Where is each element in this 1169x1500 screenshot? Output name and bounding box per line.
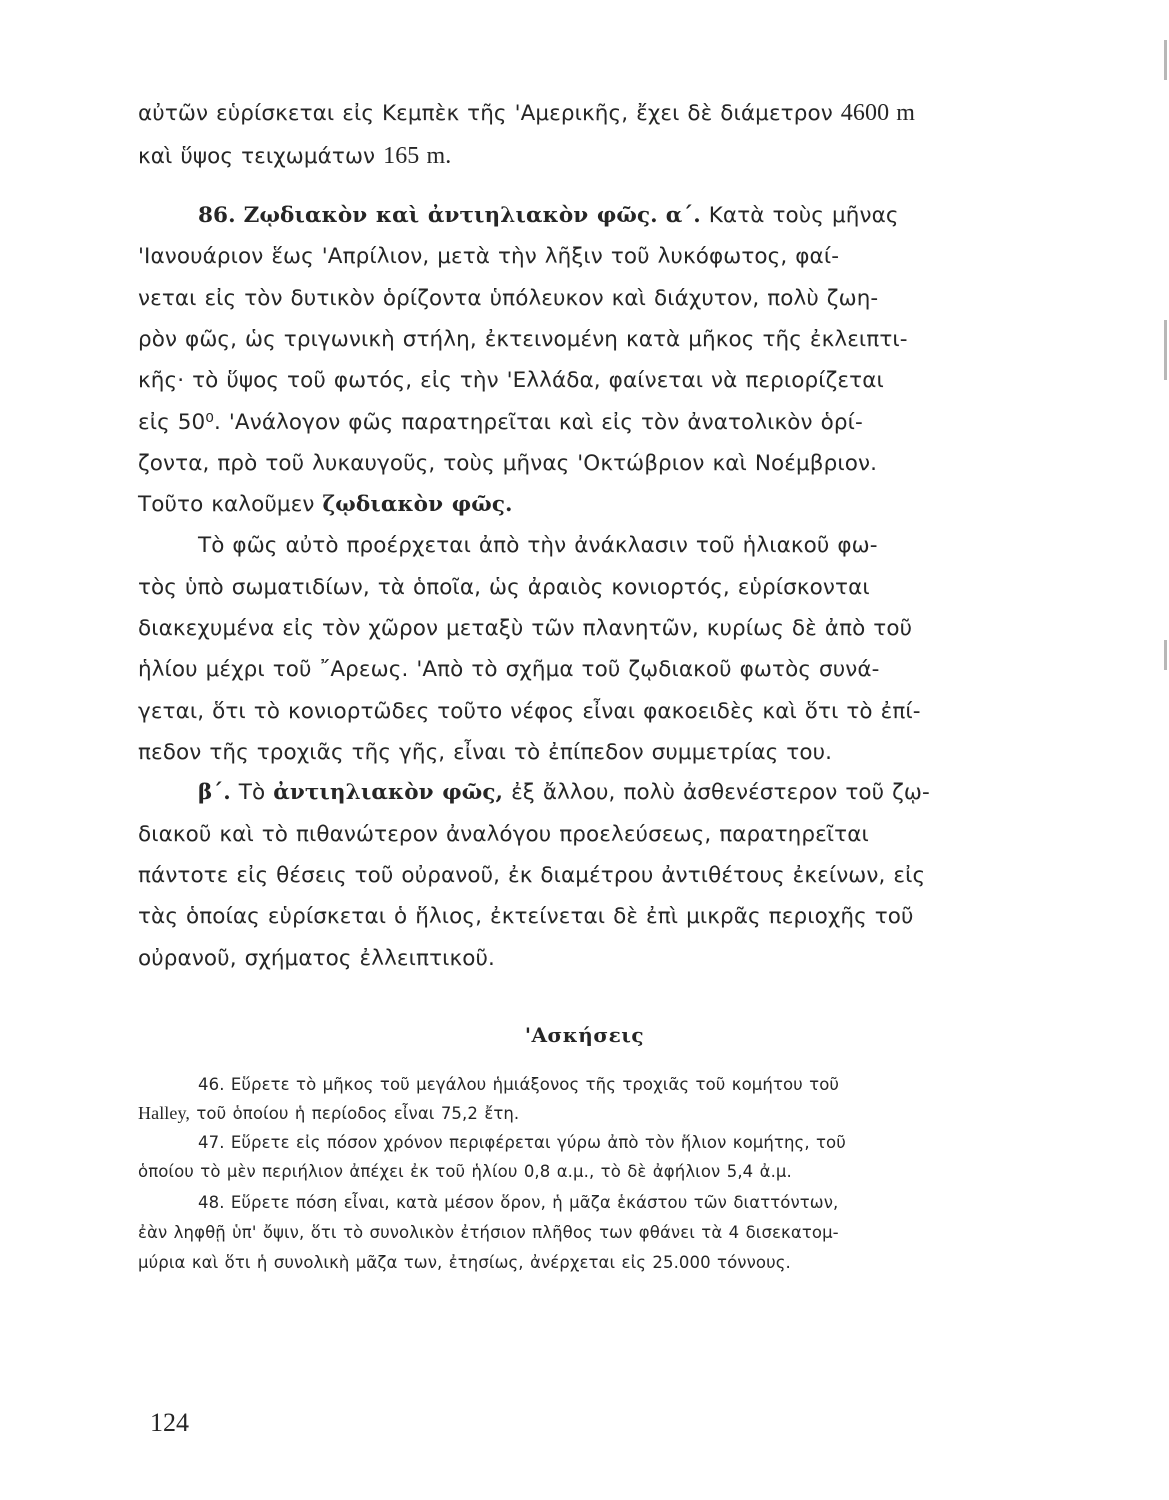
p3-line: διακοῦ καὶ τὸ πιθανώτερον ἀναλόγου προελεύσεως, παρατηρεῖται bbox=[138, 822, 869, 847]
p3-line: οὐρανοῦ, σχήματος ἐλλειπτικοῦ. bbox=[138, 946, 495, 971]
exercise-48-line-1: 48. Εὕρετε πόση εἶναι, κατὰ μέσον ὅρον, ἡ μᾶζα ἑκάστου τῶν διαττόντων, bbox=[198, 1193, 839, 1212]
section-86-first-line bbox=[198, 203, 899, 228]
exercise-47-line-2: ὁποίου τὸ μὲν περιήλιον ἀπέχει ἐκ τοῦ ἡλίου 0,8 α.μ., τὸ δὲ ἀφήλιον 5,4 ἀ.μ. bbox=[138, 1162, 792, 1181]
scan-edge-mark bbox=[1164, 40, 1167, 80]
exercise-46-line-2 bbox=[138, 1103, 519, 1124]
p2-line: τὸς ὑπὸ σωματιδίων, τὰ ὁποῖα, ὡς ἀραιὸς κονιορτός, εὑρίσκονται bbox=[138, 575, 870, 600]
p3-line: πάντοτε εἰς θέσεις τοῦ οὐρανοῦ, ἐκ διαμέτρου ἀντιθέτους ἐκείνων, εἰς bbox=[138, 863, 926, 888]
section-number: 86. bbox=[198, 203, 236, 228]
diameter-value: 4600 m bbox=[840, 100, 916, 126]
p2-line: ἡλίου μέχρι τοῦ ῎Αρεως. 'Απὸ τὸ σχῆμα τοῦ ζῳδιακοῦ φωτὸς συνά- bbox=[138, 657, 880, 682]
exercise-48-line-3: μύρια καὶ ὅτι ἡ συνολικὴ μᾶζα των, ἐτησίως, ἀνέρχεται εἰς 25.000 τόννους. bbox=[138, 1253, 791, 1272]
exercise-46-rest: τοῦ ὁποίου ἡ περίοδος εἶναι 75,2 ἔτη. bbox=[196, 1104, 520, 1123]
p3-first-a: Τὸ bbox=[238, 780, 266, 805]
anti-solar-light-term: ἀντιηλιακὸν φῶς, bbox=[273, 780, 504, 805]
p2-line: διακεχυμένα εἰς τὸν χῶρον μεταξὺ τῶν πλανητῶν, κυρίως δὲ ἀπὸ τοῦ bbox=[138, 616, 913, 641]
p1-line: κῆς· τὸ ὕψος τοῦ φωτός, εἰς τὴν 'Ελλάδα, φαίνεται νὰ περιορίζεται bbox=[138, 368, 884, 393]
exercise-46-line-1: 46. Εὕρετε τὸ μῆκος τοῦ μεγάλου ἡμιάξονος τῆς τροχιᾶς τοῦ κομήτου τοῦ bbox=[198, 1075, 840, 1094]
p2-line: Τὸ φῶς αὐτὸ προέρχεται ἀπὸ τὴν ἀνάκλασιν τοῦ ἡλιακοῦ φω- bbox=[198, 533, 878, 558]
p3-first-b: ἐξ ἄλλου, πολὺ ἀσθενέστερον τοῦ ζῳ- bbox=[511, 780, 930, 805]
p2-line: πεδον τῆς τροχιᾶς τῆς γῆς, εἶναι τὸ ἐπίπεδον συμμετρίας του. bbox=[138, 740, 833, 765]
p1-last-start: Τοῦτο καλοῦμεν bbox=[138, 492, 315, 517]
top-line-1 bbox=[138, 100, 915, 127]
p3-line: τὰς ὁποίας εὑρίσκεται ὁ ἥλιος, ἐκτείνεται δὲ ἐπὶ μικρᾶς περιοχῆς τοῦ bbox=[138, 904, 914, 929]
zodiacal-light-term: ζῳδιακὸν φῶς. bbox=[322, 492, 513, 517]
exercises-heading: 'Ασκήσεις bbox=[524, 1023, 645, 1047]
p1-line: ζοντα, πρὸ τοῦ λυκαυγοῦς, τοὺς μῆνας 'Οκτώβριον καὶ Νοέμβριον. bbox=[138, 451, 878, 476]
scan-edge-mark bbox=[1164, 320, 1167, 380]
top-line-2 bbox=[138, 143, 451, 170]
height-value: 165 m. bbox=[383, 143, 452, 169]
top-line-2-text: καὶ ὕψος τειχωμάτων bbox=[138, 144, 376, 169]
scan-edge-mark bbox=[1164, 640, 1167, 670]
section-first-line-rest: Κατὰ τοὺς μῆνας bbox=[708, 203, 899, 228]
section-title: Ζῳδιακὸν καὶ ἀντιηλιακὸν φῶς. bbox=[243, 203, 658, 228]
top-line-1-text: αὐτῶν εὑρίσκεται εἰς Κεμπὲκ τῆς 'Αμερικῆς, ἔχει δὲ διάμετρον bbox=[138, 101, 833, 126]
halley-name: Halley, bbox=[138, 1103, 191, 1123]
exercise-47-line-1: 47. Εὕρετε εἰς πόσον χρόνον περιφέρεται γύρω ἀπὸ τὸν ἥλιον κομήτης, τοῦ bbox=[198, 1133, 846, 1152]
exercise-48-line-2: ἐὰν ληφθῇ ὑπ' ὄψιν, ὅτι τὸ συνολικὸν ἐτήσιον πλῆθος των φθάνει τὰ 4 δισεκατομ- bbox=[138, 1223, 839, 1242]
marker-a: α΄. bbox=[665, 203, 701, 228]
p1-line: νεται εἰς τὸν δυτικὸν ὁρίζοντα ὑπόλευκον καὶ διάχυτον, πολὺ ζωη- bbox=[138, 286, 879, 311]
p1-line: 'Ιανουάριον ἕως 'Απρίλιον, μετὰ τὴν λῆξιν τοῦ λυκόφωτος, φαί- bbox=[138, 244, 840, 269]
p1-line: ρὸν φῶς, ὡς τριγωνικὴ στήλη, ἐκτεινομένη κατὰ μῆκος τῆς ἐκλειπτι- bbox=[138, 327, 908, 352]
p3-first-line bbox=[198, 780, 930, 805]
p1-last-line bbox=[138, 492, 513, 517]
page-number: 124 bbox=[150, 1408, 189, 1437]
p1-line: εἰς 50⁰. 'Ανάλογον φῶς παρατηρεῖται καὶ εἰς τὸν ἀνατολικὸν ὁρί- bbox=[138, 410, 863, 435]
marker-b: β΄. bbox=[198, 780, 231, 805]
p2-line: γεται, ὅτι τὸ κονιορτῶδες τοῦτο νέφος εἶναι φακοειδὲς καὶ ὅτι τὸ ἐπί- bbox=[138, 699, 921, 724]
